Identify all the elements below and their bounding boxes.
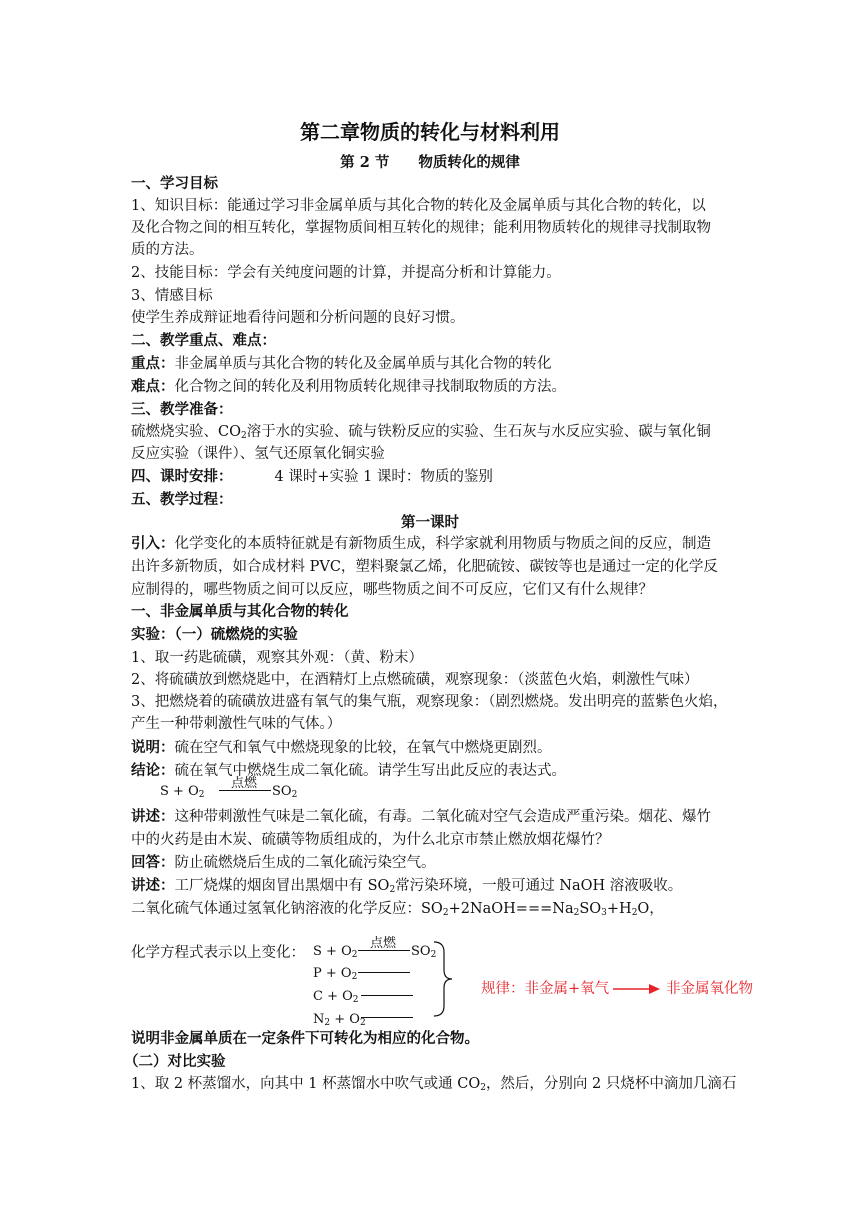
step-3a: 3、把燃烧着的硫磺放进盛有氧气的集气瓶，观察现象：（剧烈燃烧。发出明亮的蓝紫色火焰， <box>131 694 728 710</box>
heading-schedule: 四、课时安排： <box>131 468 233 485</box>
lecture-text: 常污染环境，一般可通过 NaOH 溶液吸收。 <box>395 878 683 894</box>
difficult-point <box>131 376 566 398</box>
reaction-line <box>219 790 271 791</box>
rule-result: 非金属氧化物 <box>666 981 753 997</box>
condition-ignite: 点燃 <box>231 776 258 791</box>
experiment-title: 实验：（一）硫燃烧的实验 <box>131 626 298 643</box>
eq-left: S + O <box>313 944 352 959</box>
objective-3-text: 使学生养成辩证地看待问题和分析问题的良好习惯。 <box>131 310 465 326</box>
objective-2: 2、技能目标：学会有关纯度问题的计算，并提高分析和计算能力。 <box>131 265 561 281</box>
condition-ignite: 点燃 <box>370 936 397 951</box>
intro-a <box>131 533 711 555</box>
eq-left: C + O <box>313 989 353 1004</box>
difficult-text: 化合物之间的转化及利用物质转化规律寻找制取物质的方法。 <box>174 379 566 395</box>
subscript: 2 <box>359 1018 366 1028</box>
lesson-title: 第一课时 <box>401 514 459 531</box>
key-text: 非金属单质与其化合物的转化及金属单质与其化合物的转化 <box>174 356 552 372</box>
last-text: ，然后，分别向 2 只烧杯中滴加几滴石 <box>485 1076 737 1092</box>
subscript: 2 <box>324 1018 331 1028</box>
equation-product <box>272 784 297 803</box>
prep-text: 溶于水的实验、硫与铁粉反应的实验、生石灰与水反应实验、碳与氧化铜 <box>246 424 711 440</box>
note-label: 说明： <box>131 739 175 756</box>
reaction-text: 二氧化硫气体通过氢氧化钠溶液的化学反应：SO <box>131 901 443 917</box>
key-label: 重点： <box>131 355 175 372</box>
note-text: 硫在空气和氧气中燃烧现象的比较，在氧气中燃烧更剧烈。 <box>174 740 552 756</box>
conclusion <box>131 760 566 782</box>
step-2: 2、将硫磺放到燃烧匙中，在酒精灯上点燃硫磺，观察现象：（淡蓝色火焰，刺激性气味） <box>131 672 699 688</box>
rule-label: 规律：非金属+氧气 <box>481 981 610 997</box>
preparation-b: 反应实验（课件）、氢气还原氧化铜实验 <box>131 446 385 462</box>
lecture-1a <box>131 806 711 828</box>
subscript: 2 <box>198 790 205 800</box>
subsection-contrast: （二）对比实验 <box>124 1053 226 1070</box>
conclusion-text: 硫在氧气中燃烧生成二氧化硫。请学生写出此反应的表达式。 <box>174 763 566 779</box>
subscript: 2 <box>351 972 358 982</box>
lecture-text: 工厂烧煤的烟囱冒出黑烟中有 SO <box>174 878 390 894</box>
arrow-right-icon <box>613 983 661 995</box>
equation-c <box>313 989 359 1008</box>
subscript: 2 <box>430 950 437 960</box>
rule-statement <box>481 978 609 1000</box>
lecture-1b: 中的火药是由木炭、硫磺等物质组成的，为什么北京市禁止燃放烟花爆竹？ <box>131 832 610 848</box>
eq-left: P + O <box>313 966 352 981</box>
reaction-text: O， <box>637 901 664 917</box>
chem-intro: 化学方程式表示以上变化： <box>131 945 305 961</box>
equation-sulfur <box>160 784 204 803</box>
subscript: 2 <box>480 1083 486 1093</box>
step-3b: 产生一种带刺激性气味的气体。） <box>131 716 342 732</box>
intro-b: 出许多新物质，如合成材料 PVC，塑料聚氯乙烯，化肥硫铵、碳铵等也是通过一定的化学反 <box>131 559 718 575</box>
answer <box>131 852 436 874</box>
naoh-reaction <box>131 898 664 924</box>
subscript: 3 <box>601 908 607 918</box>
reaction-line <box>361 995 413 996</box>
summary: 说明非金属单质在一定条件下可转化为相应的化合物。 <box>131 1030 479 1047</box>
reaction-line <box>358 950 410 951</box>
subscript: 2 <box>240 431 247 441</box>
heading-key-points: 二、教学重点、难点： <box>131 332 276 349</box>
brace-icon <box>430 940 454 1018</box>
subscript: 2 <box>351 950 358 960</box>
eq-left: + O <box>330 1012 360 1027</box>
lecture-label: 讲述： <box>131 877 175 894</box>
note <box>131 737 552 759</box>
objective-3: 3、情感目标 <box>131 288 213 304</box>
key-point <box>131 353 552 375</box>
subscript: 2 <box>442 908 449 918</box>
conclusion-label: 结论： <box>131 762 175 779</box>
eq-left: N <box>313 1012 325 1027</box>
subscript: 2 <box>352 995 359 1005</box>
schedule-text: 4 课时+实验 1 课时：物质的鉴别 <box>274 469 493 485</box>
heading-process: 五、教学过程： <box>131 491 233 508</box>
reaction-text: +2NaOH===Na <box>448 901 574 917</box>
equation-s <box>313 944 357 963</box>
heading-objectives: 一、学习目标 <box>131 175 218 192</box>
heading-preparation: 三、教学准备： <box>131 401 233 418</box>
step-1: 1、取一药匙硫磺，观察其外观：（黄、粉末） <box>131 650 423 666</box>
last-text: 1、取 2 杯蒸馏水，向其中 1 杯蒸馏水中吹气或通 CO <box>131 1076 481 1092</box>
eq-right: SO <box>411 944 431 959</box>
intro-c: 应制得的，哪些物质之间可以反应，哪些物质之间不可反应，它们又有什么规律？ <box>131 582 653 598</box>
answer-label: 回答： <box>131 854 175 871</box>
lecture-text: 这种带刺激性气味是二氧化硫，有毒。二氧化硫对空气会造成严重污染。烟花、爆竹 <box>174 809 711 825</box>
subscript: 2 <box>631 908 638 918</box>
subscript: 2 <box>573 908 580 918</box>
subscript: 2 <box>389 885 396 895</box>
section-title: 第 2 节 物质转化的规律 <box>340 154 520 171</box>
reaction-line <box>361 1017 413 1018</box>
schedule <box>131 466 493 488</box>
chapter-title: 第二章物质的转化与材料利用 <box>300 120 560 144</box>
difficult-label: 难点： <box>131 378 175 395</box>
intro-text: 化学变化的本质特征就是有新物质生成，科学家就利用物质与物质之间的反应，制造 <box>174 536 711 552</box>
eq-left: S + O <box>160 784 199 799</box>
lecture-label: 讲述： <box>131 808 175 825</box>
reaction-text: SO <box>579 901 602 917</box>
objective-1a: 1、知识目标：能通过学习非金属单质与其化合物的转化及金属单质与其化合物的转化，以 <box>131 198 706 214</box>
prep-text: 硫燃烧实验、CO <box>131 424 241 440</box>
reaction-text: +H <box>606 901 632 917</box>
reaction-line <box>358 972 410 973</box>
subscript: 2 <box>291 790 298 800</box>
answer-text: 防止硫燃烧后生成的二氧化硫污染空气。 <box>174 855 436 871</box>
eq-right: SO <box>272 784 292 799</box>
objective-1c: 质的方法。 <box>131 242 204 258</box>
objective-1b: 及化合物之间的相互转化，掌握物质间相互转化的规律；能利用物质转化的规律寻找制取物 <box>131 220 711 236</box>
equation-p <box>313 966 357 985</box>
last-line <box>131 1073 736 1099</box>
section-nonmetal: 一、非金属单质与其化合物的转化 <box>131 603 349 620</box>
intro-label: 引入： <box>131 535 175 552</box>
